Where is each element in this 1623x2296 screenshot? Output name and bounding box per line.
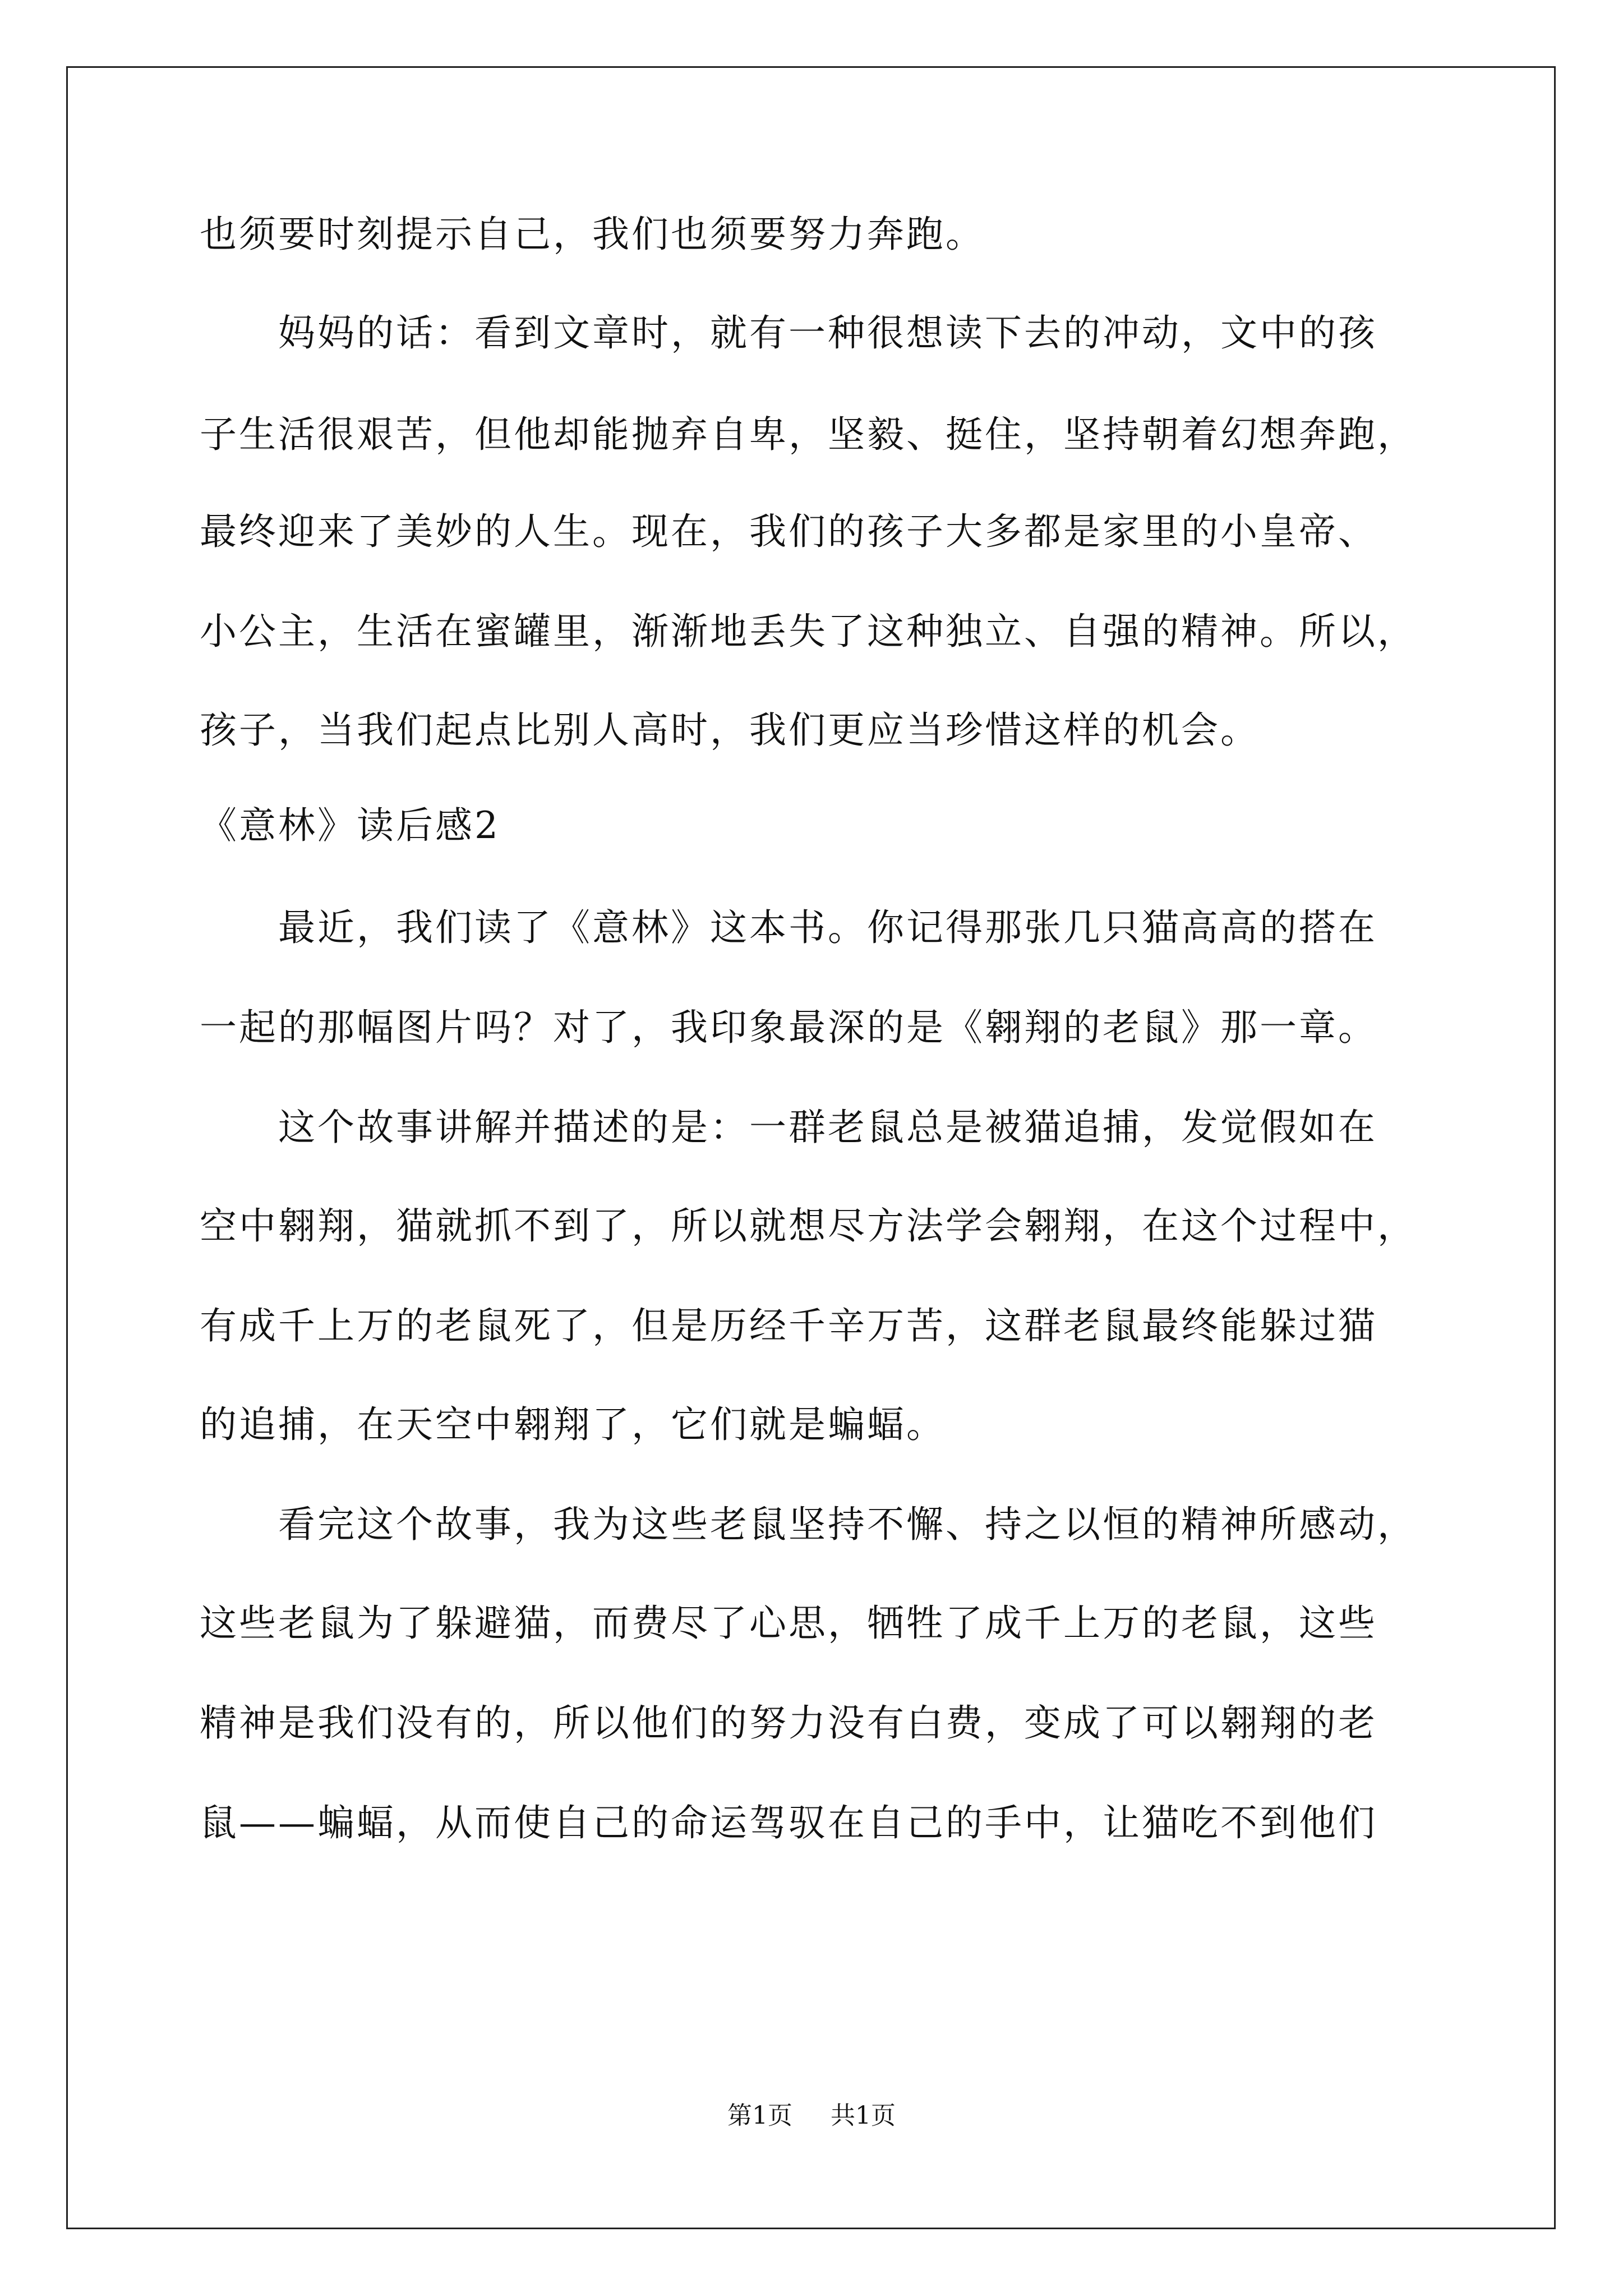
text-line: 精神是我们没有的，所以他们的努力没有白费，变成了可以翱翔的老 xyxy=(200,1701,1377,1745)
page-footer xyxy=(0,2100,1623,2132)
text-line: 子生活很艰苦，但他却能抛弃自卑，坚毅、挺住，坚持朝着幻想奔跑， xyxy=(200,413,1417,456)
text-line: 这些老鼠为了躲避猫，而费尽了心思，牺牲了成千上万的老鼠，这些 xyxy=(200,1602,1377,1645)
text-line: 鼠——蝙蝠，从而使自己的命运驾驭在自己的手中，让猫吃不到他们 xyxy=(200,1801,1377,1844)
text-line: 有成千上万的老鼠死了，但是历经千辛万苦，这群老鼠最终能躲过猫 xyxy=(200,1304,1377,1347)
page-total: 共1页 xyxy=(831,2101,896,2130)
text-line: 这个故事讲解并描述的是：一群老鼠总是被猫追捕，发觉假如在 xyxy=(200,1106,1377,1149)
text-line: 最终迎来了美妙的人生。现在，我们的孩子大多都是家里的小皇帝、 xyxy=(200,510,1377,553)
section-heading: 《意林》读后感2 xyxy=(200,804,500,847)
text-line: 最近，我们读了《意林》这本书。你记得那张几只猫高高的搭在 xyxy=(200,906,1377,949)
text-line: 的追捕，在天空中翱翔了，它们就是蝙蝠。 xyxy=(200,1403,946,1446)
text-line: 小公主，生活在蜜罐里，渐渐地丢失了这种独立、自强的精神。所以， xyxy=(200,610,1417,653)
text-line: 看完这个故事，我为这些老鼠坚持不懈、持之以恒的精神所感动， xyxy=(200,1503,1417,1546)
text-line: 也须要时刻提示自己，我们也须要努力奔跑。 xyxy=(200,213,985,256)
text-line: 一起的那幅图片吗？对了，我印象最深的是《翱翔的老鼠》那一章。 xyxy=(200,1006,1377,1049)
text-line: 妈妈的话：看到文章时，就有一种很想读下去的冲动，文中的孩 xyxy=(200,311,1377,355)
page-number: 第1页 xyxy=(727,2101,792,2130)
text-line: 空中翱翔，猫就抓不到了，所以就想尽方法学会翱翔，在这个过程中， xyxy=(200,1204,1417,1248)
text-line: 孩子，当我们起点比别人高时，我们更应当珍惜这样的机会。 xyxy=(200,708,1260,752)
